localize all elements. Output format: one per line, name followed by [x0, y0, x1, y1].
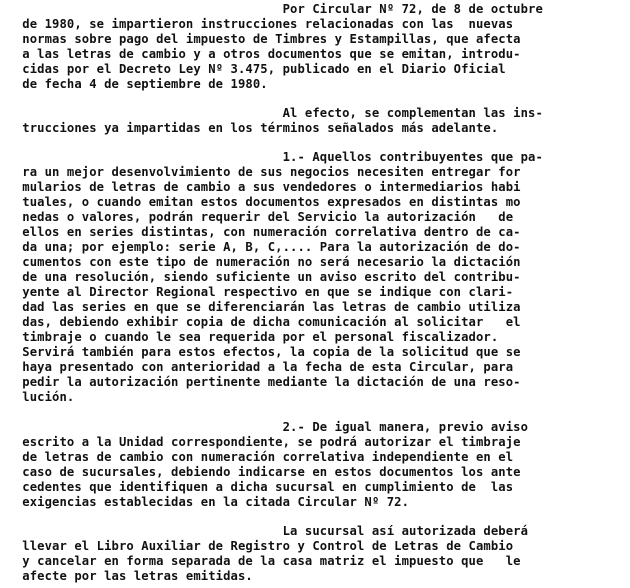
text-line: La sucursal así autorizada deberá: [0, 524, 529, 538]
text-line: das, debiendo exhibir copia de dicha comunicación al solicitar el: [0, 315, 521, 329]
text-line: de 1980, se impartieron instrucciones relacionadas con las nuevas: [0, 17, 514, 31]
text-line: llevar el Libro Auxiliar de Registro y Control de Letras de Cambio: [0, 539, 514, 553]
text-line: tuales, o cuando emitan estos documentos expresados en distintas mo: [0, 195, 521, 209]
text-line: lución.: [0, 390, 75, 404]
text-line: Al efecto, se complementan las ins-: [0, 106, 543, 120]
text-line: escrito a la Unidad correspondiente, se podrá autorizar el timbraje: [0, 435, 521, 449]
text-line: de fecha 4 de septiembre de 1980.: [0, 77, 268, 91]
text-line: Por Circular Nº 72, de 8 de octubre: [0, 2, 543, 16]
text-line: ra un mejor desenvolvimiento de sus negocios necesiten entregar for: [0, 165, 521, 179]
text-line: 2.- De igual manera, previo aviso: [0, 420, 529, 434]
text-line: nedas o valores, podrán requerir del Servicio la autorización de: [0, 210, 514, 224]
text-line: da una; por ejemplo: serie A, B, C,.... Para la autorización de do-: [0, 240, 521, 254]
text-line: cumentos con este tipo de numeración no será necesario la dictación: [0, 255, 521, 269]
text-line: afecte por las letras emitidas.: [0, 569, 253, 583]
text-line: cidas por el Decreto Ley Nº 3.475, publicado en el Diario Oficial: [0, 62, 506, 76]
text-line: a las letras de cambio y a otros documentos que se emitan, introdu-: [0, 47, 521, 61]
text-line: y cancelar en forma separada de la casa matriz el impuesto que le: [0, 554, 521, 568]
text-line: mularios de letras de cambio a sus vendedores o intermediarios habi: [0, 180, 521, 194]
text-line: ellos en series distintas, con numeración correlativa dentro de ca-: [0, 225, 521, 239]
text-line: de una resolución, siendo suficiente un aviso escrito del contribu-: [0, 270, 521, 284]
text-line: haya presentado con anterioridad a la fecha de esta Circular, para: [0, 360, 514, 374]
text-line: dad las series en que se diferenciarán las letras de cambio utiliza: [0, 300, 521, 314]
text-line: yente al Director Regional respectivo en que se indique con clari-: [0, 285, 514, 299]
text-line: de letras de cambio con numeración correlativa independiente en el: [0, 450, 514, 464]
text-line: exigencias establecidas en la citada Circular Nº 72.: [0, 495, 410, 509]
text-line: normas sobre pago del impuesto de Timbres y Estampillas, que afecta: [0, 32, 521, 46]
text-line: caso de sucursales, debiendo indicarse en estos documentos los ante: [0, 465, 521, 479]
text-line: trucciones ya impartidas en los términos señalados más adelante.: [0, 121, 499, 135]
text-line: timbraje o cuando le sea requerida por el personal fiscalizador.: [0, 330, 499, 344]
text-line: pedir la autorización pertinente mediante la dictación de una reso-: [0, 375, 521, 389]
text-line: Servirá también para estos efectos, la copia de la solicitud que se: [0, 345, 521, 359]
text-line: 1.- Aquellos contribuyentes que pa-: [0, 150, 543, 164]
text-line: cedentes que identifiquen a dicha sucursal en cumplimiento de las: [0, 480, 514, 494]
